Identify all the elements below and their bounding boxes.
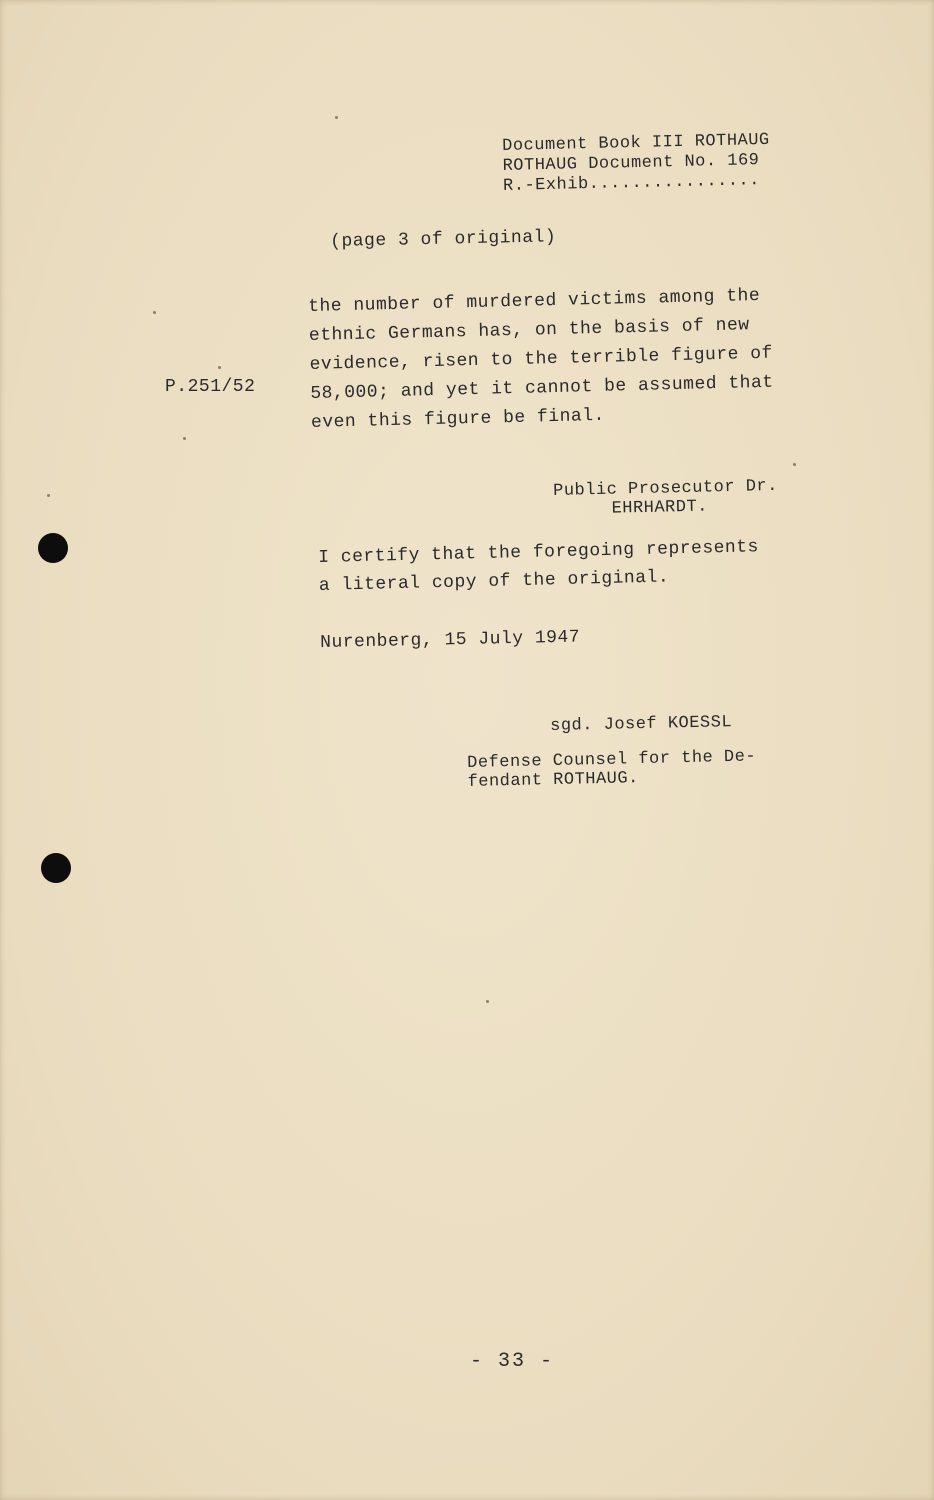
paper-speck: [218, 366, 221, 369]
paper-speck: [183, 437, 186, 440]
body-line: even this figure be final.: [310, 405, 606, 433]
paper-speck: [153, 311, 156, 314]
paper-speck: [47, 494, 50, 497]
body-line: 58,000; and yet it cannot be assumed that: [310, 372, 774, 404]
body-paragraph: [308, 286, 806, 443]
header-line-2: ROTHAUG Document No. 169: [502, 151, 760, 176]
page-note: (page 3 of original): [329, 227, 557, 252]
paper-speck: [486, 1000, 489, 1003]
certification-statement: [318, 538, 760, 605]
paper-speck: [335, 116, 338, 119]
place-date: Nurenberg, 15 July 1947: [319, 627, 581, 653]
counsel-line-1: Defense Counsel for the De-: [466, 747, 757, 773]
header-line-3: R.-Exhib................: [502, 171, 761, 196]
body-line: ethnic Germans has, on the basis of new: [308, 315, 750, 346]
punch-hole: [38, 533, 68, 563]
counsel-line-2: fendant ROTHAUG.: [467, 769, 640, 792]
prosecutor-name: EHRHARDT.: [611, 497, 709, 519]
signature-line: sgd. Josef KOESSL: [549, 713, 733, 736]
page-number: - 33 -: [470, 1350, 555, 1373]
body-line: the number of murdered victims among the: [307, 285, 761, 317]
header-line-1: Document Book III ROTHAUG: [501, 130, 770, 156]
counsel-designation: [467, 748, 757, 793]
paper-speck: [793, 463, 796, 466]
certification-line-2: a literal copy of the original.: [318, 567, 670, 596]
margin-note: P.251/52: [165, 377, 256, 397]
certification-line-1: I certify that the foregoing represents: [317, 537, 760, 568]
punch-hole: [41, 853, 71, 883]
body-line: evidence, risen to the terrible figure of: [309, 343, 774, 375]
prosecutor-title: Public Prosecutor Dr.: [552, 476, 779, 501]
document-header: [502, 132, 771, 198]
prosecutor-signature: [553, 478, 779, 521]
